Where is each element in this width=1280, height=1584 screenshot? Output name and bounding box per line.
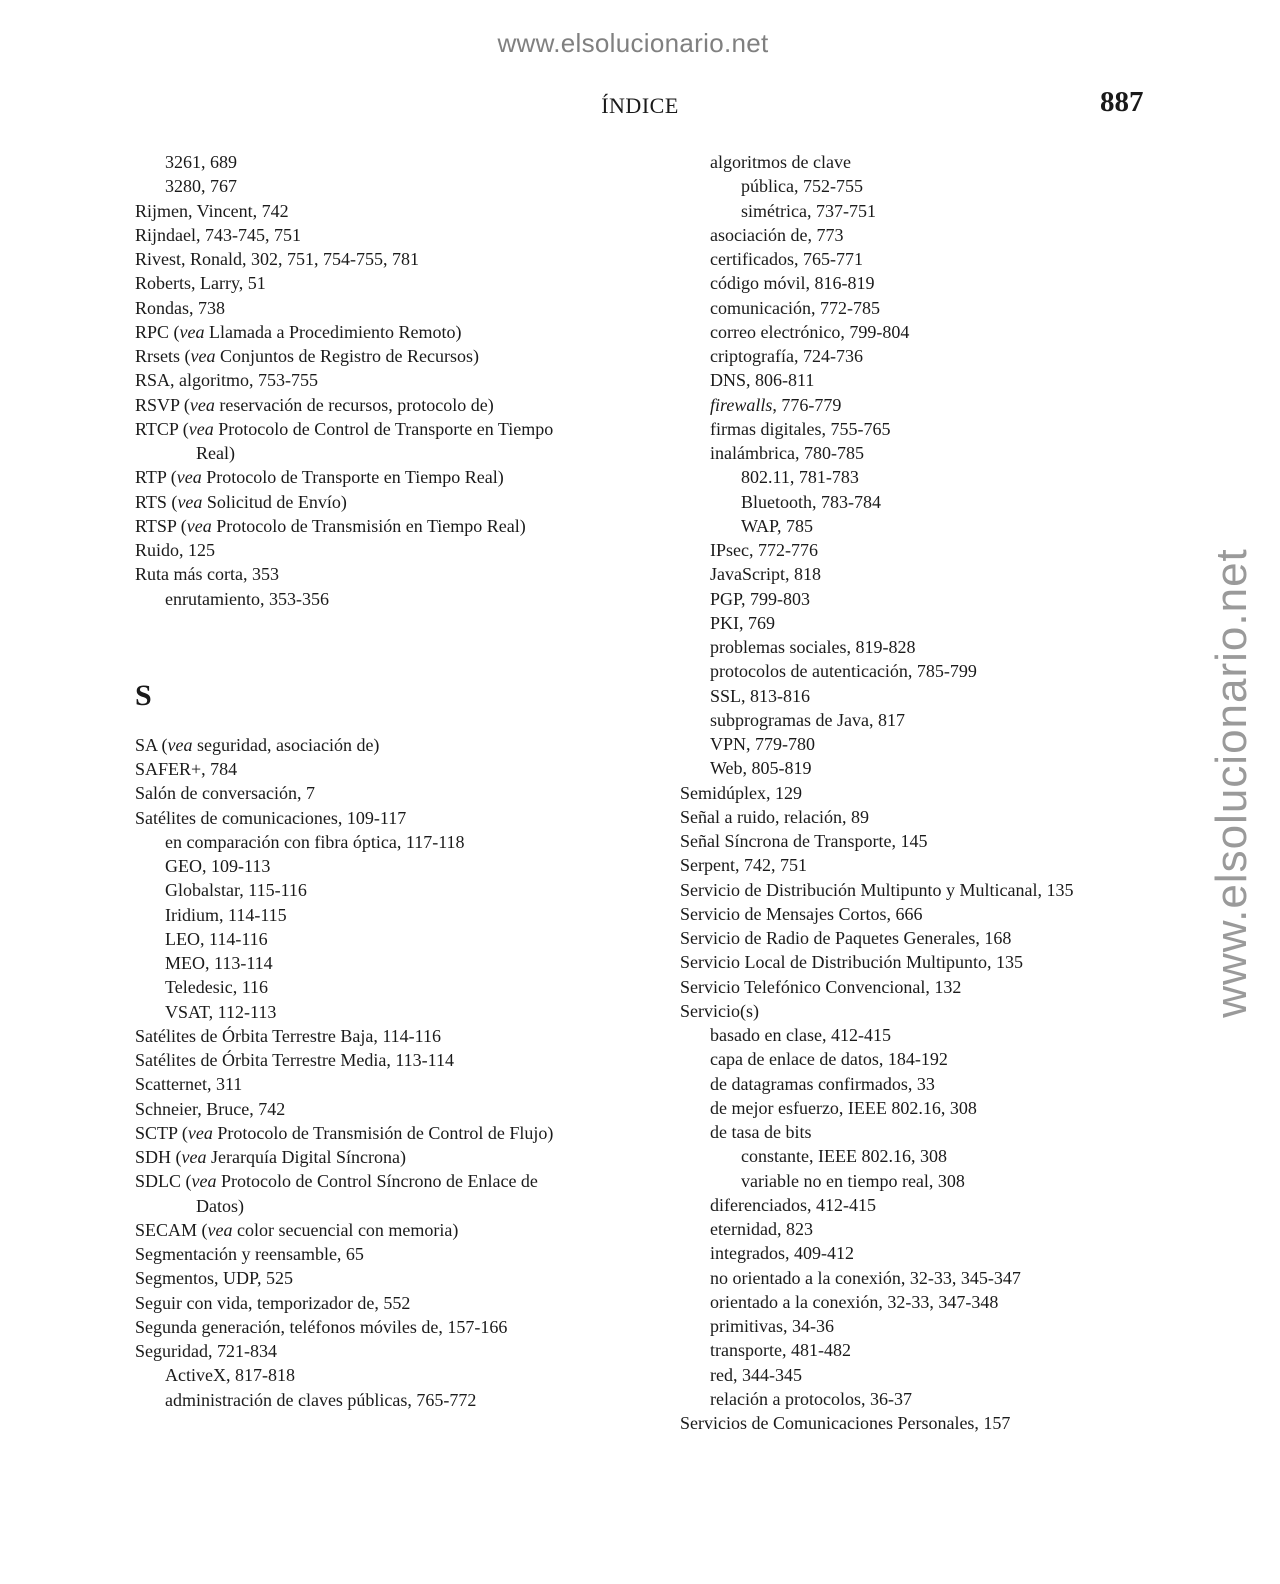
index-entry: enrutamiento, 353-356	[165, 588, 329, 609]
index-entry: red, 344-345	[710, 1364, 802, 1385]
index-entry: basado en clase, 412-415	[710, 1025, 891, 1045]
entries-s-continued	[680, 150, 1140, 1435]
index-entry: Servicio de Radio de Paquetes Generales, 168	[680, 928, 1012, 948]
index-entry: eternidad, 823	[710, 1219, 813, 1239]
entry-text: reservación de recursos, protocolo de)	[214, 394, 494, 415]
index-entry: Seguir con vida, temporizador de, 552	[135, 1292, 411, 1313]
index-entry: 802.11, 781-783	[741, 467, 859, 488]
entry-italic: vea	[176, 467, 202, 488]
index-entry: LEO, 114-116	[165, 928, 268, 949]
index-entry: relación a protocolos, 36-37	[710, 1388, 912, 1409]
index-entry: diferenciados, 412-415	[710, 1194, 876, 1215]
index-entry: subprogramas de Java, 817	[710, 709, 905, 730]
entry-italic: vea	[186, 515, 212, 536]
index-entry	[135, 393, 595, 417]
entry-text: RTCP (	[135, 418, 189, 439]
entry-text: Protocolo de Control Síncrono de Enlace de	[216, 1171, 538, 1192]
index-entry: 3280, 767	[165, 176, 237, 197]
index-entry: firmas digitales, 755-765	[710, 418, 891, 439]
index-column-left	[135, 150, 595, 1412]
index-entry: 3261, 689	[165, 152, 237, 172]
index-entry: Rondas, 738	[135, 297, 225, 318]
index-entry	[135, 733, 595, 757]
index-entry: Servicio Telefónico Convencional, 132	[680, 976, 962, 997]
index-entry	[135, 514, 595, 538]
index-entry: VSAT, 112-113	[165, 1001, 277, 1022]
index-entry: pública, 752-755	[741, 176, 863, 197]
index-entry: Satélites de comunicaciones, 109-117	[135, 807, 407, 828]
entry-text: color secuencial con memoria)	[232, 1219, 459, 1240]
entry-text: Solicitud de Envío)	[202, 491, 347, 512]
index-entry: constante, IEEE 802.16, 308	[741, 1146, 947, 1167]
index-entry: Globalstar, 115-116	[165, 880, 307, 901]
index-entry: Segmentos, UDP, 525	[135, 1268, 294, 1289]
entry-italic: vea	[189, 394, 215, 415]
index-entry: Bluetooth, 783-784	[741, 491, 881, 512]
entry-italic: vea	[181, 1147, 207, 1167]
entries-r	[135, 150, 595, 611]
entry-text: SECAM (	[135, 1219, 208, 1240]
index-entry: de tasa de bits	[710, 1122, 812, 1142]
entry-italic: vea	[177, 491, 203, 512]
index-entry: protocolos de autenticación, 785-799	[710, 661, 977, 682]
entry-text: Protocolo de Transporte en Tiempo Real)	[201, 467, 504, 488]
index-entry: inalámbrica, 780-785	[710, 443, 864, 463]
index-entry: Ruido, 125	[135, 540, 216, 560]
entry-text: RSVP (	[135, 394, 190, 415]
index-entry: DNS, 806-811	[710, 370, 815, 391]
index-entry: integrados, 409-412	[710, 1243, 854, 1264]
index-entry: Servicio(s)	[680, 1000, 759, 1021]
entry-italic: vea	[191, 1171, 217, 1192]
entries-s	[135, 733, 595, 1412]
index-entry: Segmentación y reensamble, 65	[135, 1244, 364, 1264]
entry-italic: vea	[188, 418, 214, 439]
index-entry: algoritmos de clave	[710, 152, 851, 172]
index-entry: RSA, algoritmo, 753-755	[135, 370, 318, 391]
index-entry: Satélites de Órbita Terrestre Media, 113-114	[135, 1050, 454, 1070]
entry-text: Protocolo de Transmisión de Control de Flujo)	[212, 1122, 554, 1143]
index-entry: certificados, 765-771	[710, 249, 863, 269]
index-entry: correo electrónico, 799-804	[710, 321, 910, 342]
index-entry: transporte, 481-482	[710, 1340, 851, 1361]
entry-text: RTP (	[135, 467, 177, 488]
index-entry: SAFER+, 784	[135, 759, 238, 779]
watermark-side: www.elsolucionario.net	[1207, 548, 1256, 1018]
entry-italic: vea	[207, 1219, 233, 1240]
entry-text: SCTP (	[135, 1122, 188, 1143]
index-entry: primitivas, 34-36	[710, 1316, 834, 1336]
entry-italic: vea	[167, 734, 193, 755]
index-entry	[135, 490, 595, 514]
index-entry: Seguridad, 721-834	[135, 1341, 277, 1361]
index-entry: Servicio de Mensajes Cortos, 666	[680, 903, 923, 924]
index-entry: Web, 805-819	[710, 758, 812, 779]
entry-text: seguridad, asociación de)	[192, 734, 380, 755]
index-entry	[680, 393, 1140, 417]
entry-italic: vea	[187, 1122, 213, 1143]
index-entry: de mejor esfuerzo, IEEE 802.16, 308	[710, 1097, 977, 1118]
index-entry	[135, 1121, 595, 1145]
running-head: ÍNDICE	[601, 93, 679, 118]
index-entry: Rijndael, 743-745, 751	[135, 224, 301, 245]
index-entry: Ruta más corta, 353	[135, 564, 279, 585]
page-number: 887	[1100, 86, 1144, 118]
index-entry: variable no en tiempo real, 308	[741, 1170, 965, 1191]
entry-text: Protocolo de Transmisión en Tiempo Real)	[211, 515, 526, 536]
watermark-top: www.elsolucionario.net	[497, 28, 769, 58]
index-entry: Real)	[196, 443, 235, 463]
index-entry: JavaScript, 818	[710, 564, 821, 585]
index-entry: orientado a la conexión, 32-33, 347-348	[710, 1291, 999, 1312]
index-entry: Serpent, 742, 751	[680, 855, 807, 876]
index-entry: SSL, 813-816	[710, 685, 811, 706]
index-entry: comunicación, 772-785	[710, 297, 880, 318]
index-column-right	[680, 150, 1140, 1435]
section-letter: S	[135, 678, 152, 712]
entry-text: Conjuntos de Registro de Recursos)	[215, 346, 479, 366]
entry-text: Protocolo de Control de Transporte en Tiempo	[213, 418, 554, 439]
index-entry: Salón de conversación, 7	[135, 783, 315, 804]
entry-text: RTS (	[135, 491, 178, 512]
index-entry: VPN, 779-780	[710, 734, 816, 754]
index-entry	[135, 320, 595, 344]
index-entry: capa de enlace de datos, 184-192	[710, 1049, 948, 1070]
entry-text: SDH (	[135, 1147, 182, 1167]
index-entry: WAP, 785	[741, 515, 814, 536]
index-entry: no orientado a la conexión, 32-33, 345-347	[710, 1267, 1021, 1288]
index-entry: Rivest, Ronald, 302, 751, 754-755, 781	[135, 249, 419, 269]
index-entry: problemas sociales, 819-828	[710, 637, 916, 657]
entry-text: SA (	[135, 734, 168, 755]
index-entry	[135, 1169, 595, 1193]
index-entry	[135, 1145, 595, 1169]
index-entry: Datos)	[196, 1195, 244, 1216]
entry-text: Llamada a Procedimiento Remoto)	[204, 321, 462, 342]
index-entry	[135, 344, 595, 368]
index-entry: PKI, 769	[710, 612, 776, 633]
index-entry: Rijmen, Vincent, 742	[135, 200, 289, 221]
index-entry: Iridium, 114-115	[165, 904, 287, 925]
index-entry: código móvil, 816-819	[710, 273, 875, 294]
index-entry: PGP, 799-803	[710, 588, 811, 609]
index-entry: Teledesic, 116	[165, 977, 269, 998]
index-entry: Schneier, Bruce, 742	[135, 1098, 286, 1119]
entry-italic: vea	[179, 321, 205, 342]
index-entry: Roberts, Larry, 51	[135, 273, 266, 294]
index-entry: criptografía, 724-736	[710, 346, 863, 366]
entry-text: Rrsets (	[135, 346, 191, 366]
index-entry: Semidúplex, 129	[680, 782, 802, 803]
entry-text: , 776-779	[772, 394, 842, 415]
index-entry: de datagramas confirmados, 33	[710, 1073, 935, 1094]
index-entry: asociación de, 773	[710, 224, 844, 245]
index-entry: Servicios de Comunicaciones Personales, 157	[680, 1413, 1011, 1433]
entry-text: RPC (	[135, 321, 180, 342]
index-entry: Señal Síncrona de Transporte, 145	[680, 831, 928, 851]
index-entry: MEO, 113-114	[165, 953, 273, 973]
entry-text: SDLC (	[135, 1171, 192, 1192]
index-entry: ActiveX, 817-818	[165, 1365, 295, 1386]
index-entry	[135, 465, 595, 489]
index-entry: GEO, 109-113	[165, 856, 271, 876]
entry-text: Jerarquía Digital Síncrona)	[206, 1147, 406, 1167]
index-entry: Servicio de Distribución Multipunto y Multicanal, 135	[680, 879, 1074, 900]
index-entry: Servicio Local de Distribución Multipunto, 135	[680, 952, 1023, 973]
index-entry: simétrica, 737-751	[741, 200, 876, 221]
index-entry: administración de claves públicas, 765-772	[165, 1389, 477, 1410]
index-entry: en comparación con fibra óptica, 117-118	[165, 831, 465, 852]
index-entry: Segunda generación, teléfonos móviles de, 157-166	[135, 1316, 508, 1337]
index-entry	[135, 1218, 595, 1242]
index-entry: IPsec, 772-776	[710, 540, 818, 560]
index-entry	[135, 417, 595, 441]
index-entry: Señal a ruido, relación, 89	[680, 806, 869, 827]
index-entry: Satélites de Órbita Terrestre Baja, 114-116	[135, 1025, 441, 1046]
entry-italic: firewalls	[710, 394, 773, 415]
entry-italic: vea	[190, 346, 216, 366]
entry-text: RTSP (	[135, 515, 187, 536]
index-entry: Scatternet, 311	[135, 1074, 243, 1095]
